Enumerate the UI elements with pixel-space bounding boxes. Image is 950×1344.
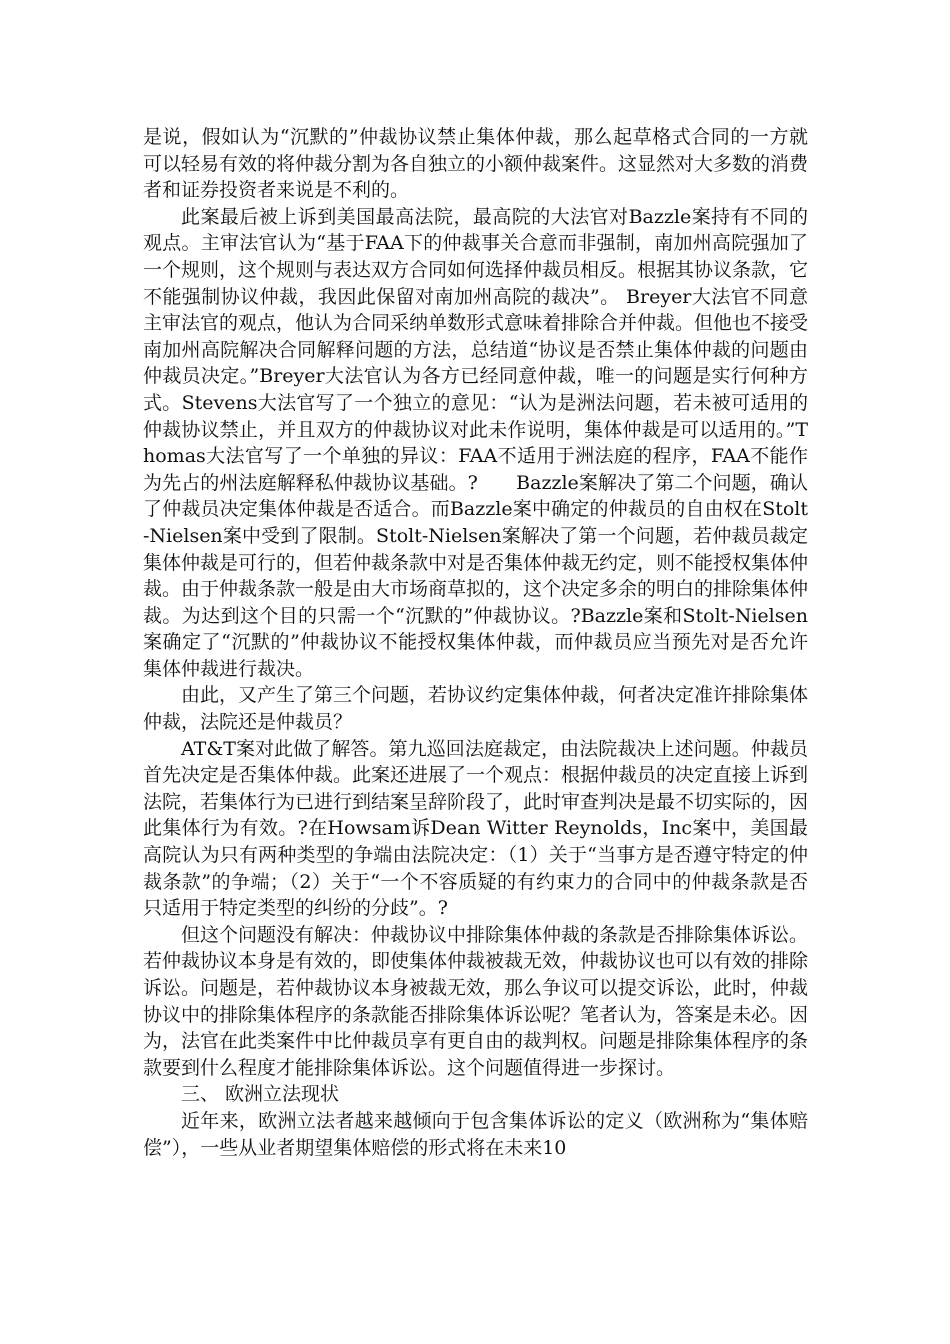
paragraph-att-case: AT&T案对此做了解答。第九巡回法庭裁定，由法院裁决上述问题。仲裁员首先决定是否集体仲裁。此案还进展了一个观点：根据仲裁员的决定直接上诉到法院，若集体行为已进行到结案呈辞阶段了，此时审查判决是最不切实际的，因此集体行为有效。?在Howsam诉Dean Witter Reynolds，Inc案中，美国最高院认为只有两种类型的争端由法院决定：（1）关于“当事方是否遵守特定的仲裁条款”的争端；（2）关于“一个不容质疑的有约束力的合同中的仲裁条款是否只适用于特定类型的纠纷的分歧”。? bbox=[143, 737, 809, 920]
paragraph-supreme-court-bazzle: 此案最后被上诉到美国最高法院，最高院的大法官对Bazzle案持有不同的观点。主审法官认为“基于FAA下的仲裁事关合意而非强制，南加州高院强加了一个规则，这个规则与表达双方合同如何选择仲裁员相反。根据其协议条款，它不能强制协议仲裁，我因此保留对南加州高院的裁决”。 Breyer大法官不同意主审法官的观点，他认为合同采纳单数形式意味着排除合并仲裁。但他也不接受南加州高院解决合同解释问题的方法，总结道“协议是否禁止集体仲裁的问题由仲裁员决定。”Breyer大法官认为各方已经同意仲裁，唯一的问题是实行何种方式。Stevens大法官写了一个独立的意见：“认为是洲法问题，若未被可适用的仲裁协议禁止，并且双方的仲裁协议对此未作说明，集体仲裁是可以适用的。”Thomas大法官写了一个单独的异议：FAA不适用于洲法庭的程序，FAA不能作为先占的州法庭解释私仲裁协议基础。? Bazzle案解决了第二个问题，确认了仲裁员决定集体仲裁是否适合。而Bazzle案中确定的仲裁员的自由权在Stolt-Nielsen案中受到了限制。Stolt-Nielsen案解决了第一个问题，若仲裁员裁定集体仲裁是可行的，但若仲裁条款中对是否集体仲裁无约定，则不能授权集体仲裁。由于仲裁条款一般是由大市场商草拟的，这个决定多余的明白的排除集体仲裁。为达到这个目的只需一个“沉默的”仲裁协议。?Bazzle案和Stolt-Nielsen案确定了“沉默的”仲裁协议不能授权集体仲裁，而仲裁员应当预先对是否允许集体仲裁进行裁决。 bbox=[143, 205, 809, 680]
paragraph-unresolved-issue: 但这个问题没有解决：仲裁协议中排除集体仲裁的条款是否排除集体诉讼。若仲裁协议本身是有效的，即使集体仲裁被裁无效，仲裁协议也可以有效的排除诉讼。问题是，若仲裁协议本身被裁无效，那么争议可以提交诉讼，此时，仲裁协议中的排除集体程序的条款能否排除集体诉讼呢？笔者认为，答案是未必。因为，法官在此类案件中比仲裁员享有更自由的裁判权。问题是排除集体程序的条款要到什么程度才能排除集体诉讼。这个问题值得进一步探讨。 bbox=[143, 923, 809, 1079]
paragraph-third-question: 由此，又产生了第三个问题，若协议约定集体仲裁，何者决定准许排除集体仲裁，法院还是仲裁员？ bbox=[143, 684, 809, 734]
paragraph-europe-legislation: 近年来，欧洲立法者越来越倾向于包含集体诉讼的定义（欧洲称为“集体赔偿”），一些从业者期望集体赔偿的形式将在未来10 bbox=[143, 1109, 808, 1159]
paragraph-intro-continuation: 是说，假如认为“沉默的”仲裁协议禁止集体仲裁，那么起草格式合同的一方就可以轻易有效的将仲裁分割为各自独立的小额仲裁案件。这显然对大多数的消费者和证券投资者来说是不利的。 bbox=[143, 126, 809, 202]
document-body bbox=[143, 124, 808, 1161]
section-heading-europe: 三、 欧洲立法现状 bbox=[181, 1083, 340, 1106]
